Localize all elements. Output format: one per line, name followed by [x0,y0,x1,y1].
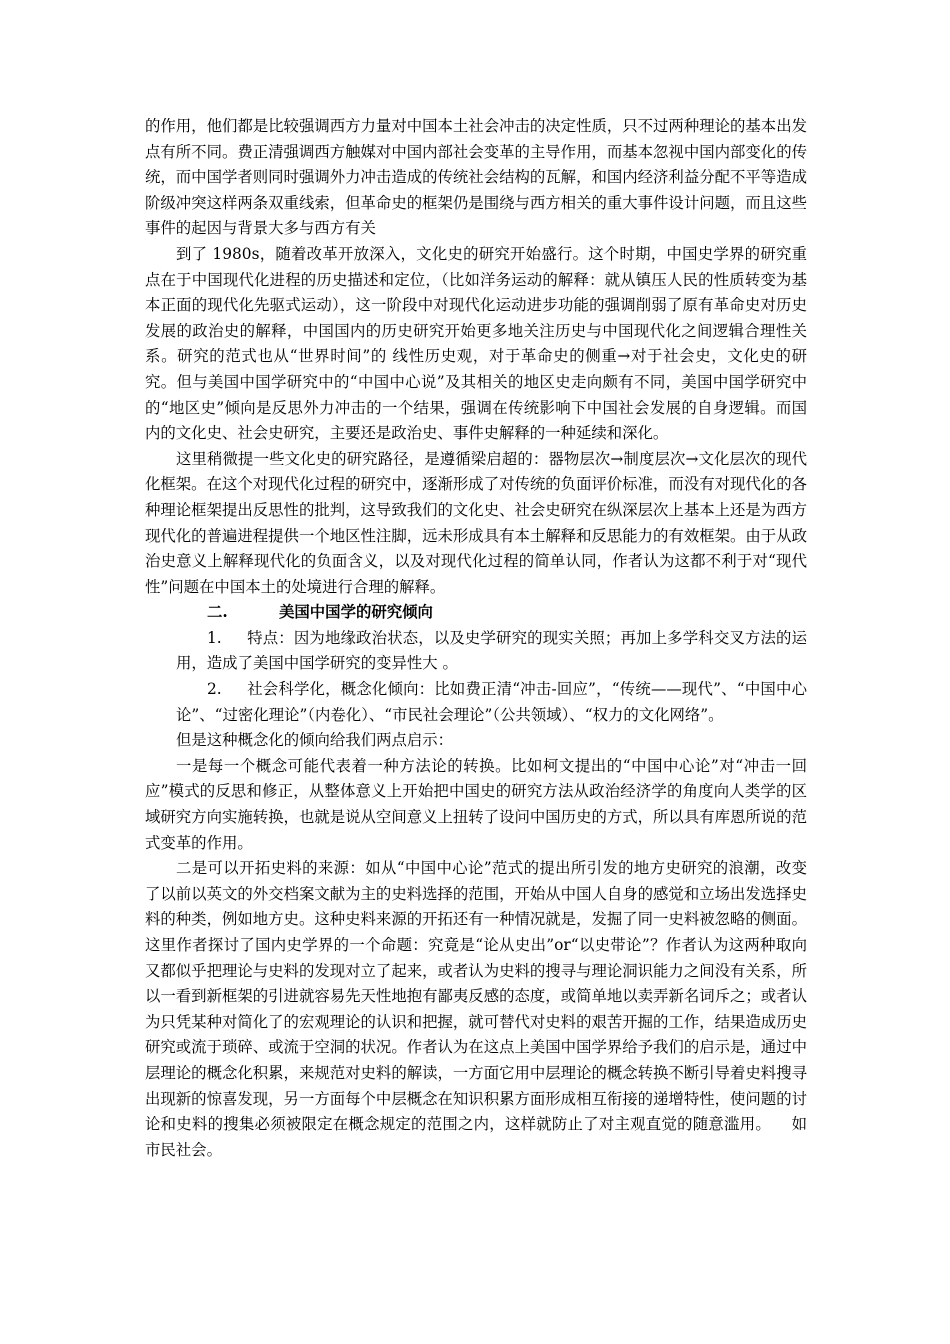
list-item-text: 社会科学化，概念化倾向：比如费正清“冲击-回应”，“传统——现代”、“中国中心论”、“过密化理论”（内卷化）、“市民社会理论”（公共领域）、“权力的文化网络”。 [176,680,807,724]
paragraph-two-insights: 但是这种概念化的倾向给我们两点启示： [176,731,454,750]
list-item-number: 1. [207,628,222,647]
list-item [145,677,807,728]
section-title: 美国中国学的研究倾向 [279,603,433,622]
paragraph-continuation: 的作用，他们都是比较强调西方力量对中国本土社会冲击的决定性质，只不过两种理论的基本出发点有所不同。费正清强调西方触媒对中国内部社会变革的主导作用，而基本忽视中国内部变化的传统，而中国学者则同时强调外力冲击造成的传统社会结构的瓦解，和国内经济利益分配不平等造成阶级冲突这样两条双重线索，但革命史的框架仍是围绕与西方相关的重大事件设计问题，而且这些事件的起因与背景大多与西方有关 [145,117,807,238]
paragraph-cultural-history: 这里稍微提一些文化史的研究路径，是遵循梁启超的：器物层次→制度层次→文化层次的现代化框架。在这个对现代化过程的研究中，逐渐形成了对传统的负面评价标准，而没有对现代化的各种理论框架提出反思性的批判，这导致我们的文化史、社会史研究在纵深层次上基本上还是为西方现代化的普遍进程提供一个地区性注脚，远未形成具有本土解释和反思能力的有效框架。由于从政治史意义上解释现代化的负面含义，以及对现代化过程的简单认同，作者认为这都不利于对“现代性”问题在中国本土的处境进行合理的解释。 [145,449,807,596]
paragraph-1980s: 到了 1980s，随着改革开放深入，文化史的研究开始盛行。这个时期，中国史学界的研究重点在于中国现代化进程的历史描述和定位，（比如洋务运动的解释：就从镇压人民的性质转变为基本正面的现代化先驱式运动），这一阶段中对现代化运动进步功能的强调削弱了原有革命史对历史发展的政治史的解释，中国国内的历史研究开始更多地关注历史与中国现代化之间逻辑合理性关系。研究的范式也从“世界时间”的 线性历史观，对于革命史的侧重→对于社会史，文化史的研究。但与美国中国学研究中的“中国中心说”及其相关的地区史走向颇有不同，美国中国学研究中的“地区史”倾向是反思外力冲击的一个结果，强调在传统影响下中国社会发展的自身逻辑。而国内的文化史、社会史研究，主要还是政治史、事件史解释的一种延续和深化。 [145,244,807,443]
section-number: 二. [207,603,228,622]
section-heading [145,600,807,626]
list-item-text: 特点：因为地缘政治状态，以及史学研究的现实关照；再加上多学科交叉方法的运用，造成了美国中国学研究的变异性大 。 [176,628,807,673]
paragraph-insight-two: 二是可以开拓史料的来源：如从“中国中心论”范式的提出所引发的地方史研究的浪潮，改变了以前以英文的外交档案文献为主的史料选择的范围，开始从中国人自身的感觉和立场出发选择史料的种类，例如地方史。这种史料来源的开拓还有一种情况就是，发掘了同一史料被忽略的侧面。这里作者探讨了国内史学界的一个命题：究竟是“论从史出”or“以史带论”？作者认为这两种取向又都似乎把理论与史料的发现对立了起来，或者认为史料的搜寻与理论洞识能力之间没有关系，所以一看到新框架的引进就容易先天性地抱有鄙夷反感的态度，或简单地以卖弄新名词斥之；或者认为只凭某种对简化了的宏观理论的认识和把握，就可替代对史料的艰苦开掘的工作，结果造成历史研究或流于琐碎、或流于空洞的状况。作者认为在这点上美国中国学界给予我们的启示是，通过中层理论的概念化积累，来规范对史料的解读，一方面它用中层理论的概念转换不断引导着史料搜寻出现新的惊喜发现，另一方面每个中层概念在知识积累方面形成相互衔接的递增特性，使问题的讨论和史料的搜集必须被限定在概念规定的范围之内，这样就防止了对主观直觉的随意滥用。 如市民社会。 [145,859,807,1159]
list-item [145,626,807,677]
paragraph-insight-one: 一是每一个概念可能代表着一种方法论的转换。比如柯文提出的“中国中心论”对“冲击一回应”模式的反思和修正，从整体意义上开始把中国史的研究方法从政治经济学的角度向人类学的区域研究方向实施转换，也就是说从空间意义上扭转了设问中国历史的方式，所以具有库恩所说的范式变革的作用。 [145,756,807,852]
document-page [145,114,807,1163]
list-item-number: 2. [207,680,222,699]
